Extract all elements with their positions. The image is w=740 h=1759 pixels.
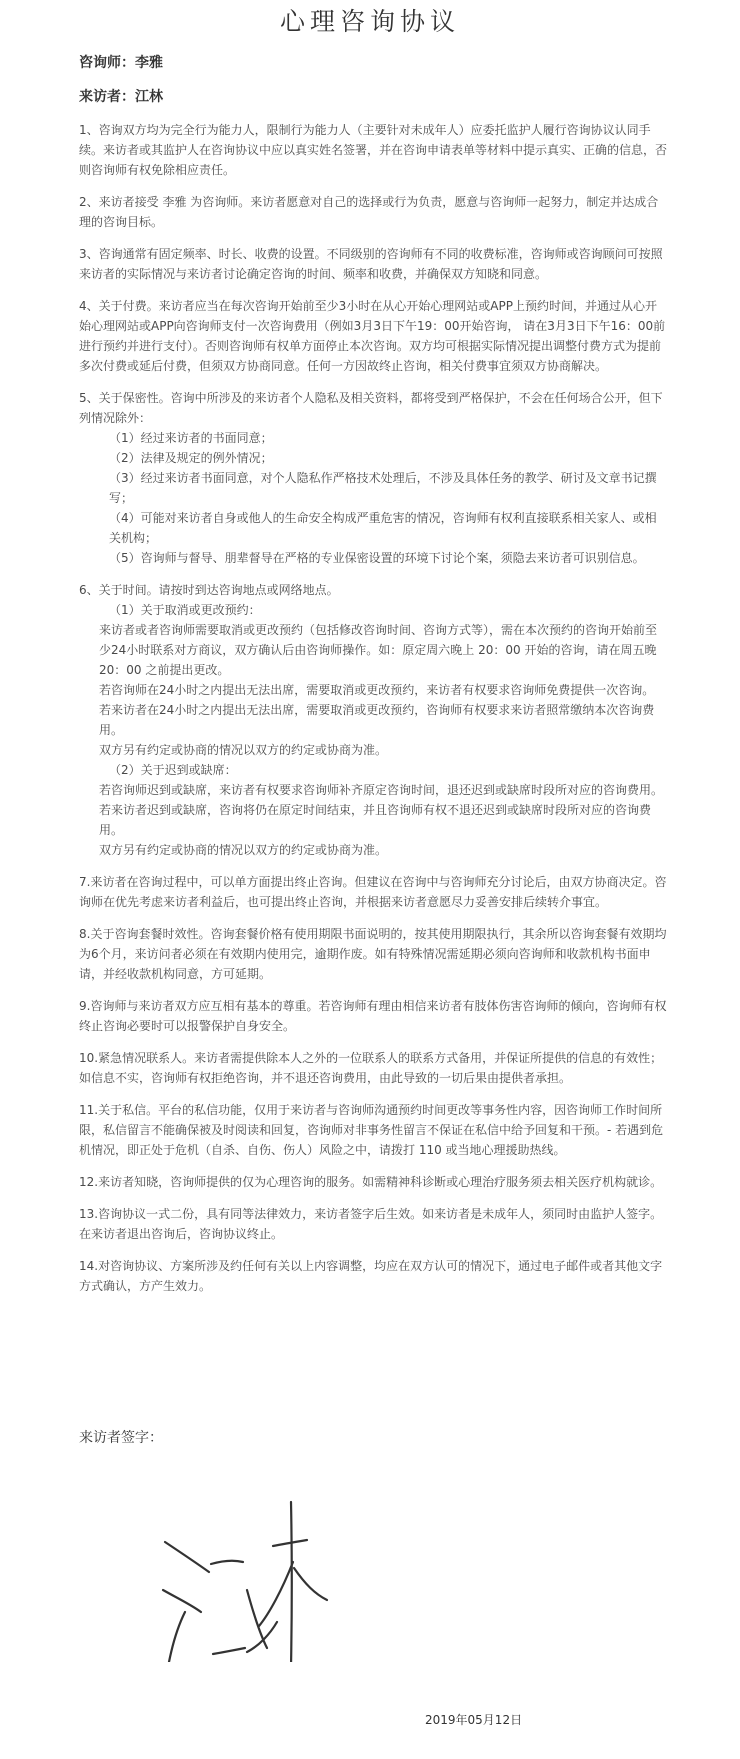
clause-6-sub-1-b: 若来访者在24小时之内提出无法出席，需要取消或更改预约，咨询师有权要求来访者照常缴纳本次咨询费用。 bbox=[99, 703, 655, 737]
clause-12: 12.来访者知晓，咨询师提供的仅为心理咨询的服务。如需精神科诊断或心理治疗服务须去相关医疗机构就诊。 bbox=[79, 1175, 663, 1189]
clause-5-item: （1）经过来访者的书面同意； bbox=[109, 431, 273, 445]
counselor-line: 咨询师：李雅 bbox=[79, 55, 163, 71]
clause-8: 8.关于咨询套餐时效性。咨询套餐价格有使用期限书面说明的，按其使用期限执行，其余所以咨询套餐有效期均为6个月，来访问者必须在有效期内使用完，逾期作废。如有特殊情况需延期必须向咨询师和收款机构书面申请，并经收款机构同意，方可延期。 bbox=[79, 927, 667, 981]
clause-11: 11.关于私信。平台的私信功能，仅用于来访者与咨询师沟通预约时间更改等事务性内容，因咨询师工作时间所限，私信留言不能确保被及时阅读和回复，咨询师对非事务性留言不保证在私信中给予回复和干预。- 若遇到危机情况，即正处于危机（自杀、自伤、伤人）风险之中，请拨打 110 或当地心理援助热线。 bbox=[79, 1103, 664, 1157]
clause-1: 1、咨询双方均为完全行为能力人，限制行为能力人（主要针对未成年人）应委托监护人履行咨询协议认同手续。来访者或其监护人在咨询协议中应以真实姓名签署，并在咨询申请表单等材料中提示真实、正确的信息，否则咨询师有权免除相应责任。 bbox=[79, 123, 668, 177]
clause-6-sub-2-b: 若来访者迟到或缺席，咨询将仍在原定时间结束，并且咨询师有权不退还迟到或缺席时段所对应的咨询费用。 bbox=[99, 803, 652, 837]
clause-6-sub-1-c: 双方另有约定或协商的情况以双方的约定或协商为准。 bbox=[99, 743, 388, 757]
clause-6-sub-1-text: 来访者或者咨询师需要取消或更改预约（包括修改咨询时间、咨询方式等），需在本次预约的咨询开始前至少24小时联系对方商议，双方确认后由咨询师操作。如：原定周六晚上 20：00 开始的咨询，请在周五晚 20：00 之前提出更改。 bbox=[99, 623, 658, 677]
page-title: 心理咨询协议 bbox=[279, 7, 460, 36]
visitor-line: 来访者：江林 bbox=[79, 89, 163, 105]
agreement-body bbox=[79, 120, 667, 1308]
clause-9: 9.咨询师与来访者双方应互相有基本的尊重。若咨询师有理由相信来访者有肢体伤害咨询师的倾向，咨询师有权终止咨询必要时可以报警保护自身安全。 bbox=[79, 999, 667, 1033]
clause-6: 6、关于时间。请按时到达咨询地点或网络地点。 bbox=[79, 583, 339, 597]
clause-14: 14.对咨询协议、方案所涉及约任何有关以上内容调整，均应在双方认可的情况下，通过电子邮件或者其他文字方式确认，方产生效力。 bbox=[79, 1259, 663, 1293]
clause-5-item: （2）法律及规定的例外情况； bbox=[109, 451, 273, 465]
signature-image bbox=[155, 1462, 335, 1662]
clause-5: 5、关于保密性。咨询中所涉及的来访者个人隐私及相关资料，都将受到严格保护，不会在任何场合公开，但下列情况除外： bbox=[79, 391, 663, 425]
clause-5-item: （3）经过来访者书面同意，对个人隐私作严格技术处理后，不涉及具体任务的教学、研讨及文章书记撰写； bbox=[109, 471, 657, 505]
clause-6-sub-2: （2）关于迟到或缺席： bbox=[109, 763, 237, 777]
clause-7: 7.来访者在咨询过程中，可以单方面提出终止咨询。但建议在咨询中与咨询师充分讨论后，由双方协商决定。咨询师在优先考虑来访者利益后，也可提出终止咨询，并根据来访者意愿尽力妥善安排后续转介事宜。 bbox=[79, 875, 667, 909]
signature-label: 来访者签字： bbox=[79, 1430, 163, 1446]
clause-6-sub-1-a: 若咨询师在24小时之内提出无法出席，需要取消或更改预约，来访者有权要求咨询师免费提供一次咨询。 bbox=[99, 683, 655, 697]
clause-4: 4、关于付费。来访者应当在每次咨询开始前至少3小时在从心开始心理网站或APP上预约时间，并通过从心开始心理网站或APP向咨询师支付一次咨询费用（例如3月3日下午19：00开始咨询， 请在3月3日下午16：00前进行预约并进行支付）。否则咨询师有权单方面停止本次咨询。双方均可根据实际情况提出调整付费方式为提前多次付费或延后付费，但须双方协商同意。任何一方因故终止咨询，相关付费事宜须双方协商解决。 bbox=[79, 299, 666, 373]
signature-date: 2019年05月12日 bbox=[425, 1713, 523, 1727]
clause-5-item: （4）可能对来访者自身或他人的生命安全构成严重危害的情况，咨询师有权利直接联系相关家人、或相关机构； bbox=[109, 511, 657, 545]
clause-2: 2、来访者接受 李雅 为咨询师。来访者愿意对自己的选择或行为负责，愿意与咨询师一起努力，制定并达成合理的咨询目标。 bbox=[79, 195, 659, 229]
clause-6-sub-2-c: 双方另有约定或协商的情况以双方的约定或协商为准。 bbox=[99, 843, 388, 857]
clause-3: 3、咨询通常有固定频率、时长、收费的设置。不同级别的咨询师有不同的收费标准，咨询师或咨询顾问可按照来访者的实际情况与来访者讨论确定咨询的时间、频率和收费，并确保双方知晓和同意。 bbox=[79, 247, 663, 281]
clause-6-sub-1: （1）关于取消或更改预约： bbox=[109, 603, 261, 617]
clause-6-sub-2-a: 若咨询师迟到或缺席，来访者有权要求咨询师补齐原定咨询时间，退还迟到或缺席时段所对应的咨询费用。 bbox=[99, 783, 664, 797]
clause-10: 10.紧急情况联系人。来访者需提供除本人之外的一位联系人的联系方式备用，并保证所提供的信息的有效性；如信息不实，咨询师有权拒绝咨询，并不退还咨询费用，由此导致的一切后果由提供者承担。 bbox=[79, 1051, 663, 1085]
clause-13: 13.咨询协议一式二份，具有同等法律效力，来访者签字后生效。如来访者是未成年人，须同时由监护人签字。在来访者退出咨询后，咨询协议终止。 bbox=[79, 1207, 663, 1241]
handwritten-signature bbox=[155, 1462, 335, 1666]
clause-5-item: （5）咨询师与督导、朋辈督导在严格的专业保密设置的环境下讨论个案，须隐去来访者可识别信息。 bbox=[109, 551, 645, 565]
